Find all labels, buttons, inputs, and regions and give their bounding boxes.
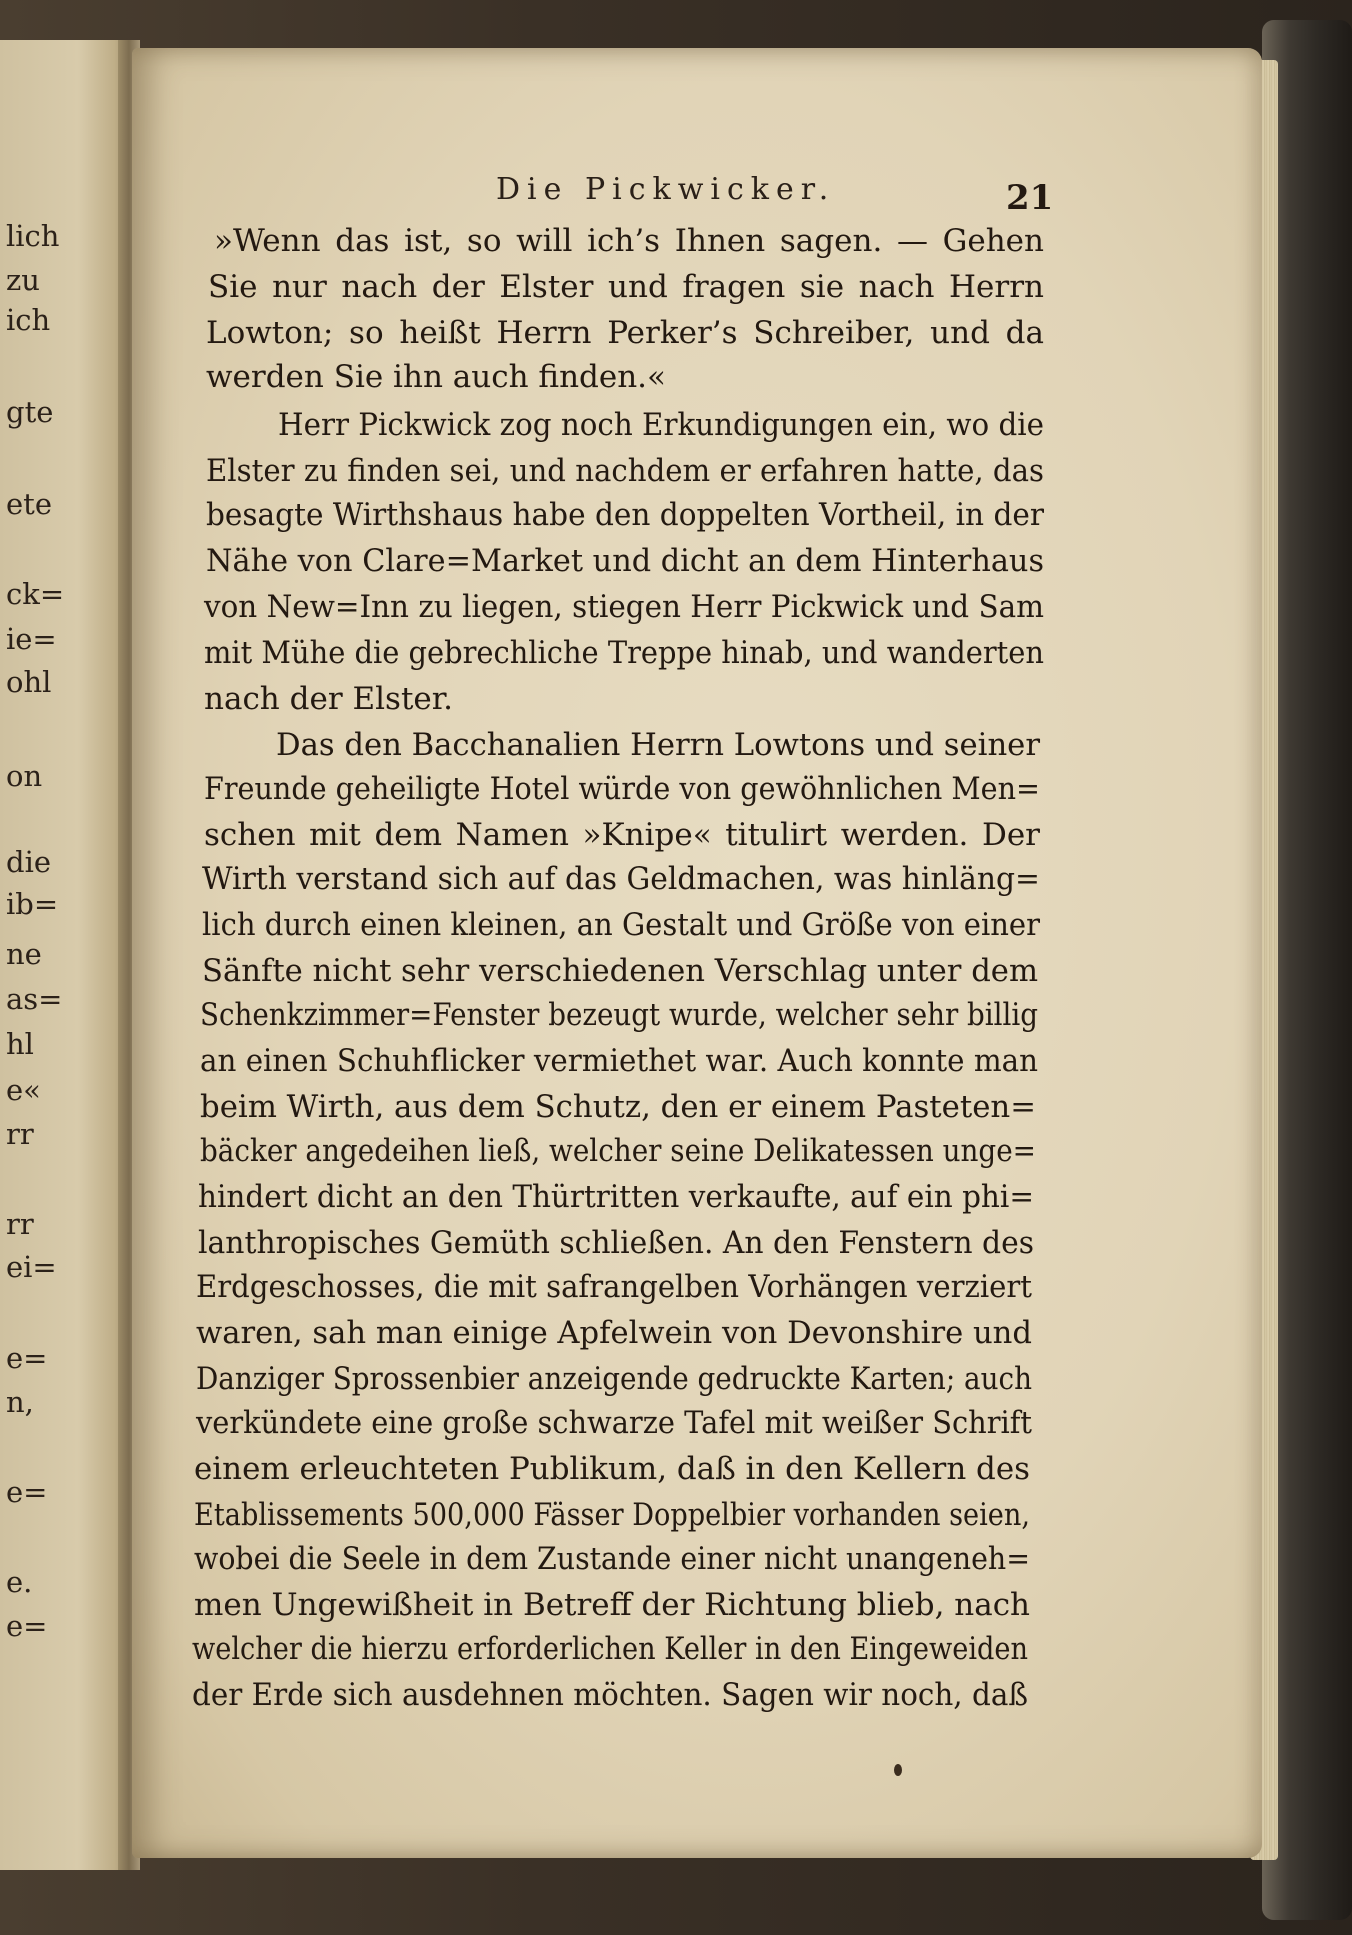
ink-speck [894,1764,902,1776]
left-page-fragment: e= [6,1609,48,1643]
body-line: Etablissements 500,000 Fässer Doppelbier vorhanden seien, [194,1497,1030,1533]
body-line: waren, sah man einige Apfelwein von Devonshire und [196,1315,1032,1351]
left-page-fragment: e= [6,1341,48,1375]
left-page-fragment: gte [6,395,54,429]
body-line: wobei die Seele in dem Zustande einer nicht unangeneh= [194,1541,1030,1577]
left-page-fragment: ete [6,487,52,521]
left-page-fragment: e. [6,1565,33,1599]
body-line: mit Mühe die gebrechliche Treppe hinab, und wanderten [204,635,1044,671]
body-line: Lowton; so heißt Herrn Perker’s Schreiber, und da [206,315,1044,351]
left-page-fragment: e= [6,1475,48,1509]
left-page-fragment: n, [6,1385,34,1419]
left-page-fragment: lich [6,219,60,253]
left-page [0,40,130,1870]
body-line: Danziger Sprossenbier anzeigende gedruckte Karten; auch [196,1361,1032,1397]
left-page-fragment: zu [6,263,40,297]
left-page-fragment: ohl [6,665,52,699]
left-page-fragment: ich [6,303,51,337]
left-page-fragment: ne [6,937,42,971]
body-line: lanthropisches Gemüth schließen. An den Fenstern des [198,1225,1034,1261]
body-line: Sänfte nicht sehr verschiedenen Verschlag unter dem [202,953,1038,989]
body-line: lich durch einen kleinen, an Gestalt und Größe von einer [202,907,1040,943]
left-page-fragment: ie= [6,622,57,656]
running-head: Die Pickwicker. [496,172,836,207]
left-page-fragment: die [6,845,52,879]
left-page-fragment: on [6,759,43,793]
body-line: Nähe von Clare=Market und dicht an dem Hinterhaus [206,543,1044,579]
body-line: Schenkzimmer=Fenster bezeugt wurde, welcher sehr billig [200,997,1038,1033]
body-line: verkündete eine große schwarze Tafel mit weißer Schrift [196,1405,1032,1441]
body-line: hindert dicht an den Thürtritten verkaufte, auf ein phi= [198,1179,1034,1215]
body-line: bäcker angedeihen ließ, welcher seine Delikatessen unge= [200,1133,1036,1169]
page-number: 21 [1006,178,1054,218]
left-page-fragment: ib= [6,887,59,921]
body-line: an einen Schuhflicker vermiethet war. Auch konnte man [200,1043,1038,1079]
body-line: »Wenn das ist, so will ich’s Ihnen sagen. — Gehen [214,223,1044,259]
body-line: werden Sie ihn auch finden.« [206,359,667,395]
left-page-fragment: e« [6,1073,41,1107]
body-line: Freunde geheiligte Hotel würde von gewöhnlichen Men= [204,771,1040,807]
body-line: welcher die hierzu erforderlichen Keller in den Eingeweiden [192,1631,1028,1667]
body-line: einem erleuchteten Publikum, daß in den Kellern des [194,1451,1030,1487]
body-line: beim Wirth, aus dem Schutz, den er einem Pasteten= [200,1089,1036,1125]
body-line: von New=Inn zu liegen, stiegen Herr Pickwick und Sam [204,589,1044,625]
left-page-fragment: ei= [6,1250,57,1284]
body-line: Elster zu finden sei, und nachdem er erfahren hatte, das [206,453,1044,489]
body-line: Herr Pickwick zog noch Erkundigungen ein, wo die [278,407,1044,443]
body-line: besagte Wirthshaus habe den doppelten Vortheil, in der [206,497,1044,533]
left-page-fragment: as= [6,982,63,1016]
left-page-fragment: ck= [6,577,65,611]
left-page-fragment: hl [6,1027,34,1061]
body-line: Sie nur nach der Elster und fragen sie nach Herrn [208,269,1044,305]
left-page-fragment: rr [6,1117,34,1151]
body-line: Wirth verstand sich auf das Geldmachen, was hinläng= [202,861,1040,897]
body-line: men Ungewißheit in Betreff der Richtung blieb, nach [194,1587,1030,1623]
body-line: Das den Bacchanalien Herrn Lowtons und seiner [276,727,1040,763]
body-line: schen mit dem Namen »Knipe« titulirt werden. Der [204,817,1040,853]
body-line: Erdgeschosses, die mit safrangelben Vorhängen verziert [196,1269,1032,1305]
left-page-fragment: rr [6,1207,34,1241]
body-line: der Erde sich ausdehnen möchten. Sagen wir noch, daß [192,1677,1028,1713]
body-line: nach der Elster. [204,681,454,717]
